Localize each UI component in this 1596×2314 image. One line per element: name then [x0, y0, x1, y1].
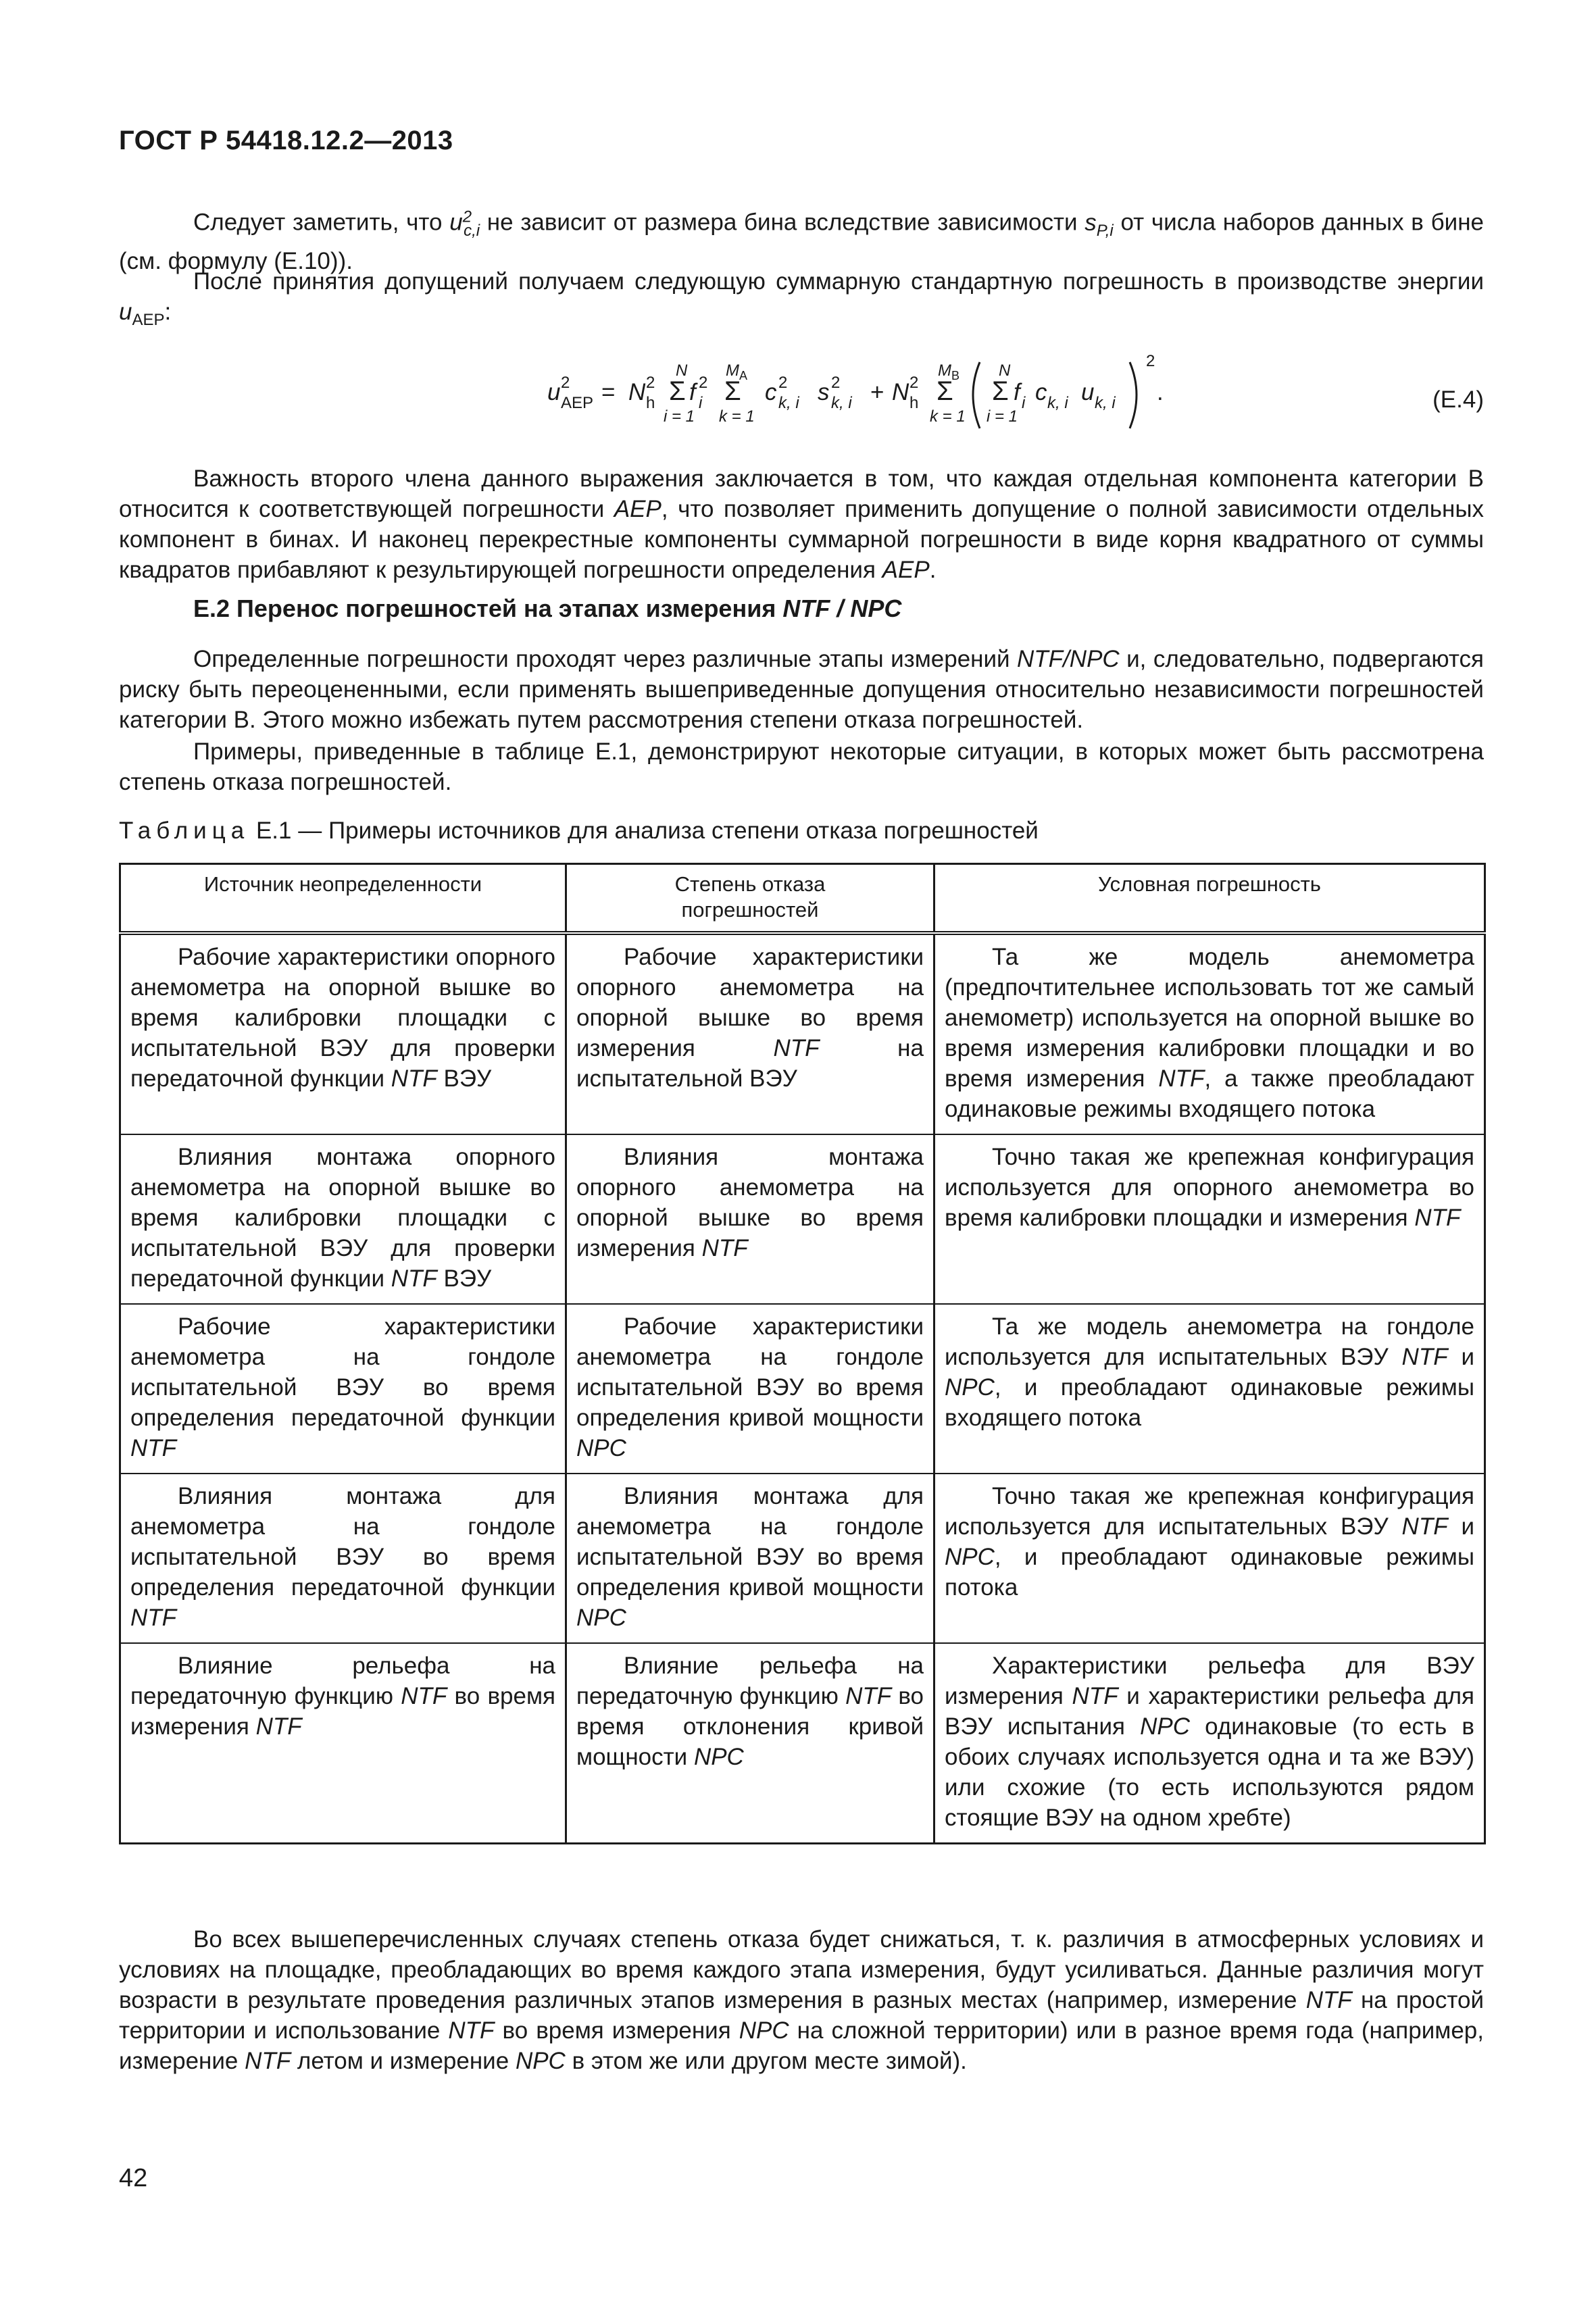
table-caption: Таблица E.1 — Примеры источников для анализа степени отказа погрешностей [119, 818, 1039, 844]
formula-fi-sup: 2 [699, 374, 708, 392]
table-header-row [120, 864, 1485, 934]
formula-sum1-top: N [676, 361, 688, 380]
text-run: Рабочие характеристики анемометра на гондоле испытательной ВЭУ во время определения кривой мощности [576, 1313, 924, 1431]
formula-inner-f-sub: i [1022, 394, 1026, 412]
italic-term: NTF [773, 1035, 820, 1061]
text-run: Рабочие характеристики анемометра на гондоле испытательной ВЭУ во время определения передаточной функции [130, 1313, 555, 1431]
italic-term: NTF [1158, 1065, 1205, 1092]
var-s-pi: $s_{P,i}$ [1084, 209, 1114, 240]
formula-sum1-sigma: Σ [669, 376, 686, 406]
italic-term: NTF [130, 1605, 177, 1631]
table-cell [566, 1304, 934, 1474]
formula-nh-sub: h [646, 394, 655, 412]
table-row [120, 1643, 1485, 1844]
italic-term: NTF [255, 1713, 302, 1740]
table-cell [934, 1304, 1485, 1474]
text-run: , и преобладают одинаковые режимы потока [945, 1544, 1474, 1601]
text-run: летом и измерение [291, 2048, 516, 2074]
italic-term: NPC [945, 1544, 995, 1570]
italic-term: NPC [693, 1744, 744, 1770]
formula-inner-u: u [1081, 379, 1095, 405]
text-run: и характеристики рельефа для ВЭУ испытания [945, 1683, 1474, 1740]
table-cell [120, 1474, 566, 1643]
formula-c: c [765, 379, 777, 405]
formula-sum3-sigma: Σ [937, 376, 953, 406]
formula-s-sup: 2 [831, 374, 841, 392]
italic-term: NTF [401, 1683, 447, 1709]
formula-sum4-sigma: Σ [992, 376, 1009, 406]
formula-sum1-bottom: i = 1 [664, 407, 695, 426]
formula-sum4-top: N [999, 361, 1011, 380]
text-run: Та же модель анемометра на гондоле используется для испытательных ВЭУ [945, 1313, 1474, 1370]
table-e1 [119, 863, 1486, 1844]
italic-term: NTF [1414, 1205, 1461, 1231]
table-cell [120, 1134, 566, 1304]
table-cell [120, 1643, 566, 1844]
formula-lhs-sup: 2 [561, 374, 570, 392]
para1-text-b: не зависит от размера бина вследствие зависимости [480, 209, 1085, 236]
text-run: Влияние рельефа на передаточную функцию [130, 1653, 555, 1709]
table-cell [934, 1643, 1485, 1844]
text-run: на испытательной ВЭУ [576, 1035, 924, 1092]
paragraph-2: После принятия допущений получаем следующую суммарную стандартную погрешность в производстве энергии $u_{AEP}$: [119, 268, 1484, 329]
paragraph-6 [119, 1924, 1484, 2076]
italic-term: NPC [945, 1374, 995, 1401]
table-row [120, 1134, 1485, 1304]
formula-c-sup: 2 [778, 374, 788, 392]
italic-term: NTF [130, 1435, 177, 1461]
text-run: во время измерения [130, 1683, 556, 1740]
section-heading-e2: E.2 Перенос погрешностей на этапах измерения NTF / NPC [193, 595, 902, 622]
text-run: Рабочие характеристики опорного анемометра на опорной вышке во время калибровки площадки с испытательной ВЭУ для проверки передаточной функции [130, 944, 555, 1092]
document-header: ГОСТ Р 54418.12.2—2013 [119, 126, 453, 155]
italic-term: NPC [576, 1605, 626, 1631]
text-run: на простой территории и использование [119, 1987, 1484, 2044]
formula-equals: = [601, 379, 616, 405]
formula-nh-sup: 2 [646, 374, 655, 392]
italic-term: NTF [391, 1065, 437, 1092]
formula-plus: + [870, 379, 884, 405]
table-cell [934, 1134, 1485, 1304]
table-header-cell: Источник неопределенности [120, 864, 566, 934]
formula-sum3-bottom: k = 1 [930, 407, 966, 426]
table-row [120, 933, 1485, 1134]
table-cell [566, 1134, 934, 1304]
formula-lhs-sub: AEP [561, 394, 594, 412]
table-cell [120, 933, 566, 1134]
table-cell [566, 1643, 934, 1844]
formula-number: (E.4) [1432, 386, 1484, 413]
formula-nh: N [628, 379, 646, 405]
table-cell [120, 1304, 566, 1474]
table-row [120, 1304, 1485, 1474]
text-run: во время отклонения кривой мощности [576, 1683, 924, 1770]
paragraph-5: Примеры, приведенные в таблице E.1, демонстрируют некоторые ситуации, в которых может быть рассмотрена степень отказа погрешностей. [119, 738, 1484, 795]
text-run: Влияния монтажа опорного анемометра на опорной вышке во время измерения [576, 1144, 924, 1261]
italic-term: NPC [739, 2017, 789, 2044]
text-run: и [1447, 1344, 1474, 1370]
italic-term: NTF [1305, 1987, 1352, 2013]
formula-fi: f [689, 379, 696, 405]
text-run: на сложной территории) или в разное время года (например, измерение [119, 2017, 1484, 2074]
text-run: ВЭУ [437, 1265, 492, 1292]
text-run: ВЭУ [437, 1065, 492, 1092]
page-number: 42 [119, 2164, 148, 2192]
formula-outer-sup: 2 [1146, 352, 1155, 370]
italic-term: NTF [1072, 1683, 1118, 1709]
formula-inner-f: f [1014, 379, 1020, 405]
paragraph-3: Важность второго члена данного выражения заключается в том, что каждая отдельная компонента категории B относится к соответствующей погрешности AEP, что позволяет применить допущение о полной зависимости отдельных компонент в бинах. И наконец перекрестные компоненты суммарной погрешности в виде корня квадратного от суммы квадратов прибавляют к результирующей погрешности определения AEP. [119, 466, 1484, 583]
formula-sum4-bottom: i = 1 [987, 407, 1018, 426]
formula-sum2-bottom: k = 1 [719, 407, 755, 426]
text-run: , а также преобладают одинаковые режимы входящего потока [945, 1065, 1474, 1122]
table-cell [566, 933, 934, 1134]
var-u-ci: $u^2_{c,i}$ [449, 207, 480, 240]
paragraph-1 [119, 201, 1484, 276]
italic-term: NTF [245, 2048, 291, 2074]
formula-e4 [547, 346, 1493, 447]
formula-sum2-sigma: Σ [724, 376, 741, 406]
italic-term: NTF [701, 1235, 748, 1261]
text-run: Рабочие характеристики опорного анемометра на опорной вышке во время измерения [576, 944, 924, 1061]
text-run: Влияния монтажа для анемометра на гондоле испытательной ВЭУ во время определения кривой мощности [576, 1483, 924, 1601]
italic-term: NTF [845, 1683, 892, 1709]
text-run: Во всех вышеперечисленных случаях степень отказа будет снижаться, т. к. различия в атмосферных условиях и условиях на площадке, преобладающих во время каждого этапа измерения, будут усиливаться. Данные различия могут возрасти в результате проведения различных этапов измерения в разных местах (например, измерение [119, 1926, 1484, 2013]
formula-nh2-sub: h [909, 394, 919, 412]
text-run: Та же модель анемометра (предпочтительнее использовать тот же самый анемометр) используется на опорной вышке во время измерения калибровки площадки и во время измерения [945, 944, 1474, 1092]
formula-sum3-top-sub: B [951, 369, 960, 382]
text-run: Влияние рельефа на передаточную функцию [576, 1653, 924, 1709]
paragraph-4: Определенные погрешности проходят через различные этапы измерений NTF/NPC и, следовательно, подвергаются риску быть переоцененными, если применять вышеприведенные допущения относительно независимости погрешностей категории B. Этого можно избежать путем рассмотрения степени отказа погрешностей. [119, 646, 1484, 733]
text-run: в этом же или другом месте зимой). [565, 2048, 967, 2074]
para1-text-a: Следует заметить, что [193, 209, 450, 236]
text-run: , и преобладают одинаковые режимы входящего потока [945, 1374, 1474, 1431]
formula-nh2: N [892, 379, 909, 405]
formula-c-sub: k, i [778, 394, 799, 412]
table-row [120, 1474, 1485, 1643]
italic-term: NTF [448, 2017, 495, 2044]
formula-nh2-sup: 2 [909, 374, 919, 392]
formula-sum2-top-sub: A [739, 369, 748, 382]
formula-inner-c-sub: k, i [1047, 394, 1068, 412]
text-run: Влияния монтажа для анемометра на гондоле испытательной ВЭУ во время определения передаточной функции [130, 1483, 555, 1601]
text-run: и [1447, 1513, 1474, 1540]
italic-term: NTF [1401, 1513, 1448, 1540]
table-cell [934, 933, 1485, 1134]
table-header-cell: Степень отказа погрешностей [566, 864, 934, 934]
para1-text-c: от числа наборов данных в бине (см. формулу (E.10)). [119, 209, 1485, 274]
var-u-aep: $u_{AEP}$ [119, 299, 165, 329]
italic-term: NPC [576, 1435, 626, 1461]
text-run: Точно такая же крепежная конфигурация используется для опорного анемометра во время калибровки площадки и измерения [945, 1144, 1474, 1231]
italic-term: NPC [515, 2048, 566, 2074]
italic-term: NTF [391, 1265, 437, 1292]
table-header-cell: Условная погрешность [934, 864, 1485, 934]
text-run: одинаковые (то есть в обоих случаях используется одна и та же ВЭУ) или схожие (то есть используются рядом стоящие ВЭУ на одном хребте) [945, 1713, 1474, 1831]
formula-lhs: u [547, 379, 561, 405]
table-cell [934, 1474, 1485, 1643]
formula-paren-left [973, 362, 980, 428]
text-run: во время измерения [494, 2017, 739, 2044]
formula-inner-c: c [1035, 379, 1047, 405]
formula-sum2-top: M [726, 361, 739, 380]
formula-s-sub: k, i [831, 394, 852, 412]
formula-fi-sub: i [699, 394, 703, 412]
formula-inner-u-sub: k, i [1095, 394, 1116, 412]
formula-sum3-top: M [938, 361, 951, 380]
table-cell [566, 1474, 934, 1643]
italic-term: NTF [1401, 1344, 1448, 1370]
formula-s: s [818, 379, 830, 405]
text-run: Точно такая же крепежная конфигурация используется для испытательных ВЭУ [945, 1483, 1474, 1540]
text-run: Характеристики рельефа для ВЭУ измерения [945, 1653, 1474, 1709]
text-run: Влияния монтажа опорного анемометра на опорной вышке во время калибровки площадки с испытательной ВЭУ для проверки передаточной функции [130, 1144, 555, 1292]
italic-term: NPC [1140, 1713, 1191, 1740]
formula-dot: . [1157, 379, 1164, 405]
formula-graphic [547, 346, 1493, 447]
formula-paren-right [1130, 362, 1137, 428]
